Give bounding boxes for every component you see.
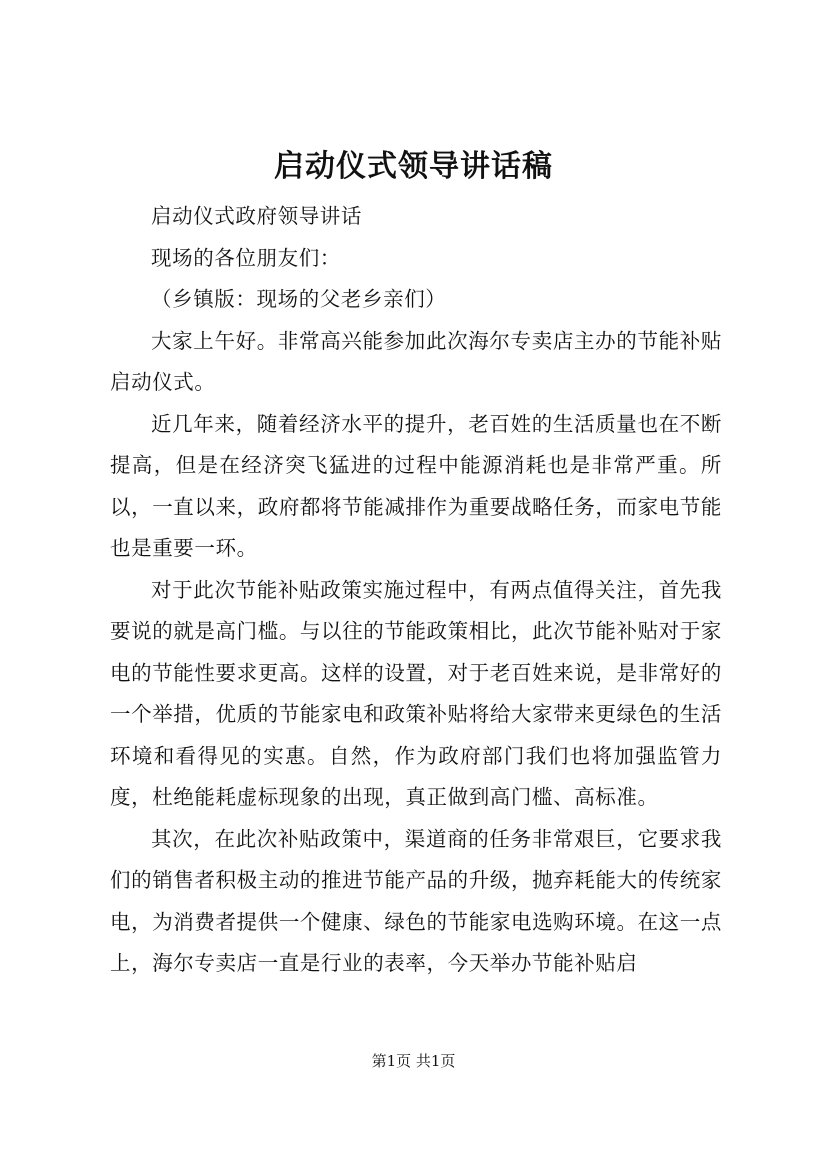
page-footer: 第1页 共1页 — [371, 1052, 456, 1070]
document-body — [110, 196, 722, 985]
document-title: 启动仪式领导讲话稿 — [274, 149, 553, 184]
paragraph: 大家上午好。非常高兴能参加此次海尔专卖店主办的节能补贴启动仪式。 — [110, 328, 722, 394]
paragraph: 启动仪式政府领导讲话 — [151, 204, 362, 228]
paragraph: 其次，在此次补贴政策中，渠道商的任务非常艰巨，它要求我们的销售者积极主动的推进节能产品的升级，抛弃耗能大的传统家电，为消费者提供一个健康、绿色的节能家电选购环境。在这一点上，海尔专卖店一直是行业的表率，今天举办节能补贴启 — [110, 826, 722, 975]
paragraph: 近几年来，随着经济水平的提升，老百姓的生活质量也在不断提高，但是在经济突飞猛进的过程中能源消耗也是非常严重。所以，一直以来，政府都将节能减排作为重要战略任务，而家电节能也是重要一环。 — [110, 411, 722, 560]
paragraph: 对于此次节能补贴政策实施过程中，有两点值得关注，首先我要说的就是高门槛。与以往的节能政策相比，此次节能补贴对于家电的节能性要求更高。这样的设置，对于老百姓来说，是非常好的一个举措，优质的节能家电和政策补贴将给大家带来更绿色的生活环境和看得见的实惠。自然，作为政府部门我们也将加强监管力度，杜绝能耗虚标现象的出现，真正做到高门槛、高标准。 — [110, 577, 722, 809]
paragraph: 现场的各位朋友们： — [151, 245, 341, 270]
paragraph: （乡镇版：现场的父老乡亲们） — [151, 287, 447, 311]
